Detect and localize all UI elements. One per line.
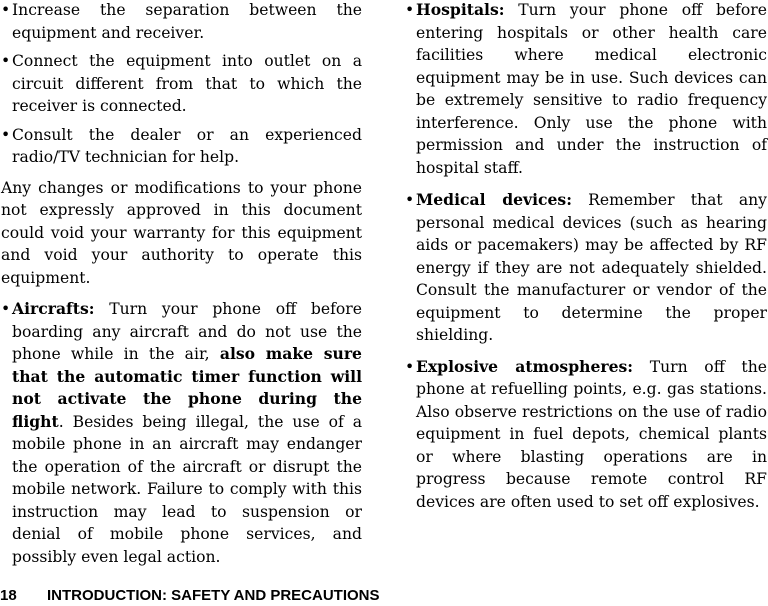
- bullet-separation: [1, 0, 362, 44]
- aircrafts-warning: also make sure that the automatic timer function will not activate the phone during the flight: [12, 344, 362, 431]
- bullet-outlet-text: Connect the equipment into outlet on a circuit different from that to which the receiver is connected.: [12, 52, 362, 115]
- explosive-text: Turn off the phone at refuelling points, e.g. gas stations. Also observe restrictions on the use of radio equipment in fuel depots, chemical plants or where blasting operations are in progress because remote control RF devices are often used to set off explosives.: [416, 357, 767, 511]
- page-number: 18: [0, 587, 17, 604]
- page-footer: [0, 586, 380, 606]
- aircrafts-text-b: . Besides being illegal, the use of a mobile phone in an aircraft may endanger the operation of the aircraft or disrupt the mobile network. Failure to comply with this instruction may lead to suspension or denial of mobile phone services, and possibly even legal action.: [12, 412, 362, 566]
- aircrafts-item: [1, 298, 362, 568]
- aircrafts-label: Aircrafts:: [12, 299, 95, 318]
- hospitals-text: Turn your phone off before entering hospitals or other health care facilities where medical electronic equipment may be in use. Such devices can be extremely sensitive to radio frequency interference. Only use the phone with permission and under the instruction of hospital staff.: [416, 1, 767, 177]
- hospitals-item: [405, 0, 767, 179]
- bullet-consult: [1, 124, 362, 169]
- hospitals-label: Hospitals:: [416, 0, 505, 19]
- modifications-paragraph: Any changes or modifications to your phone not expressly approved in this document could void your warranty for this equipment and void your authority to operate this equipment.: [1, 178, 362, 287]
- explosive-label: Explosive atmospheres:: [416, 356, 634, 376]
- medical-devices-label: Medical devices:: [416, 190, 572, 209]
- bullet-outlet: [1, 50, 362, 118]
- bullet-consult-text: Consult the dealer or an experienced radio/TV technician for help.: [12, 125, 362, 166]
- right-column: [405, 0, 767, 513]
- aircrafts-text-a: Turn your phone off before boarding any aircraft and do not use the phone while in the air,: [12, 300, 362, 363]
- medical-devices-text: Remember that any personal medical devices (such as hearing aids or pacemakers) may be affected by RF energy if they are not adequately shielded. Consult the manufacturer or vendor of the equipment to determine the proper shielding.: [416, 191, 767, 344]
- left-column: [1, 0, 362, 568]
- explosive-item: [405, 356, 767, 514]
- section-title: INTRODUCTION: SAFETY AND PRECAUTIONS: [47, 587, 380, 604]
- medical-devices-item: [405, 189, 767, 347]
- bullet-separation-text: Increase the separation between the equipment and receiver.: [12, 1, 362, 42]
